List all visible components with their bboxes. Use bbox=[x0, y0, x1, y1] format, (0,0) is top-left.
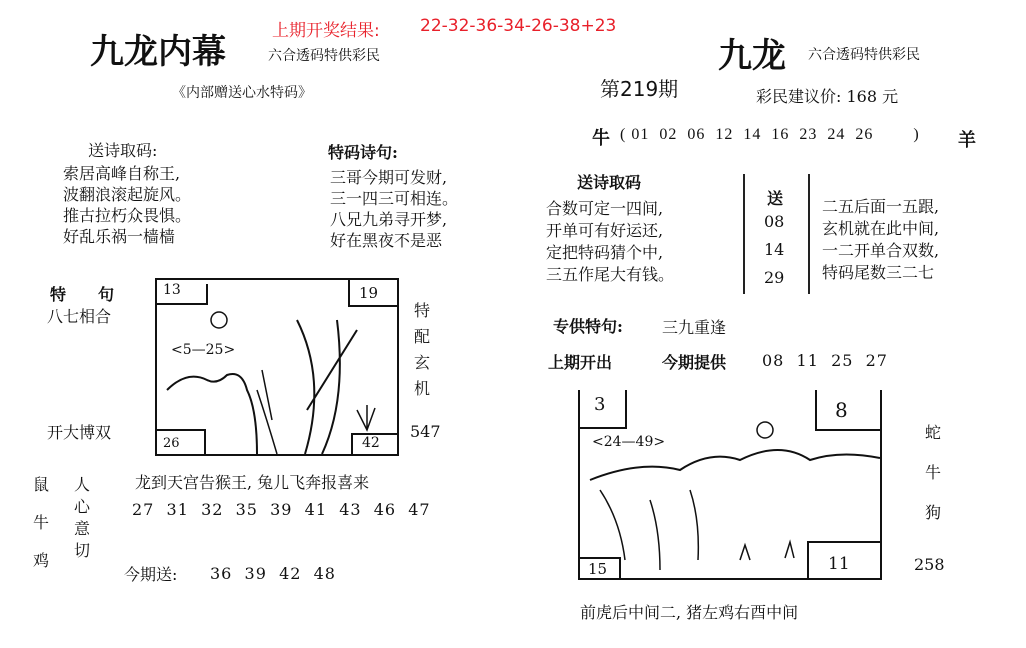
corner-number-br: 11 bbox=[828, 554, 850, 574]
divider bbox=[743, 174, 745, 294]
side-number: 258 bbox=[914, 555, 945, 574]
side-zodiac-3: 狗 bbox=[925, 503, 942, 522]
poem-line: 索居高峰自称王, bbox=[63, 164, 181, 183]
left-sketch-box bbox=[155, 278, 399, 456]
landscape-sketch bbox=[157, 280, 397, 454]
divider bbox=[808, 174, 810, 294]
verse: 龙到天宫告猴王, 兔儿飞奔报喜来 bbox=[135, 473, 370, 492]
give-label: 送 bbox=[767, 189, 784, 208]
poem-line: 波翻浪滚起旋风。 bbox=[63, 185, 192, 204]
left-title: 九龙内幕 bbox=[90, 32, 226, 72]
today-label: 今期送: bbox=[124, 565, 178, 584]
give-number: 08 bbox=[764, 212, 785, 231]
poem1-title: 送诗取码: bbox=[88, 141, 158, 160]
today-provide-label: 今期提供 bbox=[662, 353, 727, 372]
poem-line: 开单可有好运还, bbox=[546, 221, 664, 240]
corner-number-bl: 15 bbox=[588, 560, 608, 578]
last-result-numbers: 22-32-36-34-26-38+23 bbox=[420, 16, 617, 36]
today-numbers: 36 39 42 48 bbox=[210, 564, 336, 583]
today-provide-numbers: 08 11 25 27 bbox=[762, 351, 888, 370]
last-result-label: 上期开奖结果: bbox=[272, 21, 380, 41]
poem-line: 二五后面一五跟, bbox=[822, 197, 940, 216]
special-phrase-title: 特 句 bbox=[50, 285, 115, 304]
zodiac-numbers: ( 01 02 06 12 14 16 23 24 26 ) bbox=[620, 126, 920, 143]
corner-number-bl: 26 bbox=[163, 436, 180, 451]
right-poem-title: 送诗取码 bbox=[577, 173, 642, 192]
poem-line: 定把特码猜个中, bbox=[546, 243, 664, 262]
poem-line: 特码尾数三二七 bbox=[822, 263, 935, 282]
corner-number-tl: 13 bbox=[163, 282, 181, 298]
side-label: 特配玄机 bbox=[413, 301, 430, 398]
sketch-number-range: <24—49> bbox=[592, 434, 666, 450]
corner-number-tr: 8 bbox=[835, 398, 848, 422]
issue-number: 第219期 bbox=[600, 77, 679, 101]
poem-line: 三五作尾大有钱。 bbox=[546, 265, 675, 284]
poem-line: 推古拉朽众畏惧。 bbox=[63, 206, 192, 225]
zodiac-3: 鸡 bbox=[33, 551, 50, 570]
right-title: 九龙 bbox=[718, 36, 786, 76]
side-number: 547 bbox=[410, 422, 441, 441]
poem-line: 好在黑夜不是恶 bbox=[330, 231, 443, 250]
sketch-number-range: <5—25> bbox=[171, 342, 236, 358]
poem-line: 八兄九弟寻开梦, bbox=[330, 210, 448, 229]
right-sketch-box bbox=[578, 390, 882, 580]
last-draw-label: 上期开出 bbox=[548, 353, 613, 372]
left-tagline: 《内部赠送心水特码》 bbox=[172, 85, 312, 101]
poem2-lines bbox=[330, 167, 458, 251]
side-zodiac-2: 牛 bbox=[925, 463, 942, 482]
corner-number-br: 42 bbox=[362, 435, 380, 451]
phrase-vertical: 人心意切 bbox=[73, 475, 90, 560]
zodiac-1: 鼠 bbox=[33, 475, 50, 494]
poem-line: 玄机就在此中间, bbox=[822, 219, 940, 238]
poem-line: 三一四三可相连。 bbox=[330, 189, 459, 208]
poem1-lines bbox=[63, 163, 191, 247]
side-zodiac-1: 蛇 bbox=[925, 423, 942, 442]
corner-number-tr: 19 bbox=[359, 284, 379, 302]
poem2-title: 特码诗句: bbox=[328, 143, 398, 162]
right-poem-left bbox=[546, 198, 674, 286]
special-phrase-hint: 八七相合 bbox=[47, 307, 112, 326]
suggested-price: 彩民建议价: 168 元 bbox=[756, 87, 899, 106]
poem-line: 合数可定一四间, bbox=[546, 199, 664, 218]
give-number: 29 bbox=[764, 268, 785, 287]
zodiac-end: 羊 bbox=[958, 130, 976, 151]
picture-caption: 前虎后中间二, 猪左鸡右酉中间 bbox=[580, 603, 799, 622]
zodiac-2: 牛 bbox=[33, 513, 50, 532]
recommended-numbers: 27 31 32 35 39 41 43 46 47 bbox=[132, 500, 431, 519]
poem-line: 一二开单合双数, bbox=[822, 241, 940, 260]
special-label: 专供特句: bbox=[553, 317, 623, 336]
corner-number-tl: 3 bbox=[594, 394, 606, 415]
special-value: 三九重逢 bbox=[662, 318, 727, 337]
zodiac-start: 牛 bbox=[592, 128, 610, 149]
right-subtitle: 六合透码特供彩民 bbox=[808, 47, 920, 63]
give-number: 14 bbox=[764, 240, 785, 259]
poem-line: 好乱乐祸一樯樯 bbox=[63, 227, 176, 246]
bottom-hint: 开大博双 bbox=[47, 423, 112, 442]
left-subtitle: 六合透码特供彩民 bbox=[268, 48, 380, 64]
poem-line: 三哥今期可发财, bbox=[330, 168, 448, 187]
right-poem-right bbox=[822, 196, 939, 284]
